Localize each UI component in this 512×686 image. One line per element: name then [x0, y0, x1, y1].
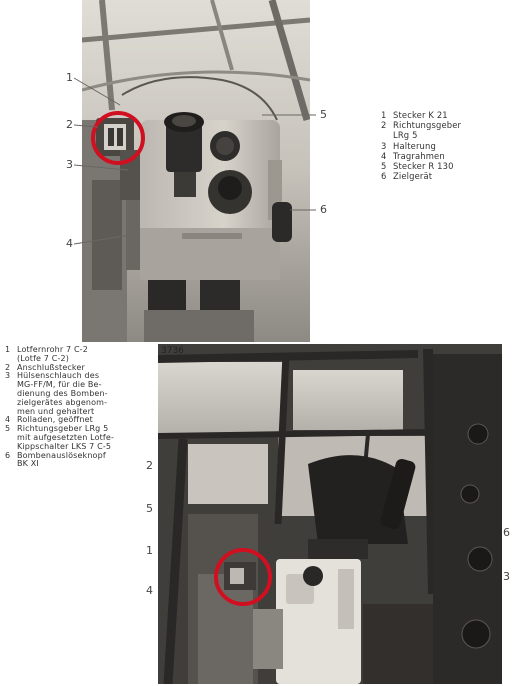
callout-number: 3 — [503, 570, 510, 583]
callout-number: 5 — [320, 108, 327, 121]
callout-number: 3 — [66, 158, 73, 171]
callout-number: 1 — [66, 71, 73, 84]
top-legend — [381, 110, 461, 181]
bottom-photo-image — [158, 344, 502, 684]
legend-item: 5 Stecker R 130 — [381, 161, 454, 172]
legend-item: 3 Hülsenschlauch des — [5, 371, 100, 381]
legend-item: 2 Richtungsgeber — [381, 120, 462, 131]
callout-number: 1 — [146, 544, 153, 557]
legend-item: 3 Halterung — [381, 140, 436, 151]
legend-item: BK XI — [17, 459, 39, 469]
callout-number: 2 — [146, 459, 153, 472]
callout-number: 2 — [66, 118, 73, 131]
legend-item: dienung des Bomben- — [17, 388, 108, 398]
legend-item: 1 Lotfernrohr 7 C-2 — [5, 345, 88, 354]
bottom-legend — [5, 346, 155, 469]
legend-item: 6 Bombenauslöseknopf — [5, 450, 106, 460]
legend-item: (Lotfe 7 C-2) — [17, 353, 70, 363]
callout-number: 5 — [146, 502, 153, 515]
callout-number: 6 — [320, 203, 327, 216]
legend-item: zielgerätes abgenom- — [17, 397, 108, 407]
legend-item: 5 Richtungsgeber LRg 5 — [5, 424, 109, 434]
legend-item: 1 Stecker K 21 — [381, 110, 448, 120]
legend-item: 4 Tragrahmen — [381, 150, 445, 161]
legend-item: 4 Rolladen, geöffnet — [5, 415, 93, 425]
legend-item: 6 Zielgerät — [381, 171, 433, 182]
bottom-photo — [158, 344, 502, 684]
callout-number: 4 — [66, 237, 73, 250]
legend-item: mit aufgesetzten Lotfe- — [17, 432, 115, 442]
photo-number: 3736 — [161, 346, 184, 356]
callout-number: 4 — [146, 584, 153, 597]
legend-item: Kippschalter LKS 7 C-5 — [17, 441, 112, 451]
legend-item: LRg 5 — [393, 130, 418, 141]
legend-item: men und gehaltert — [17, 406, 95, 416]
legend-item: MG-FF/M, für die Be- — [17, 380, 102, 390]
legend-item: 2 Anschlußstecker — [5, 362, 85, 372]
callout-number: 6 — [503, 526, 510, 539]
